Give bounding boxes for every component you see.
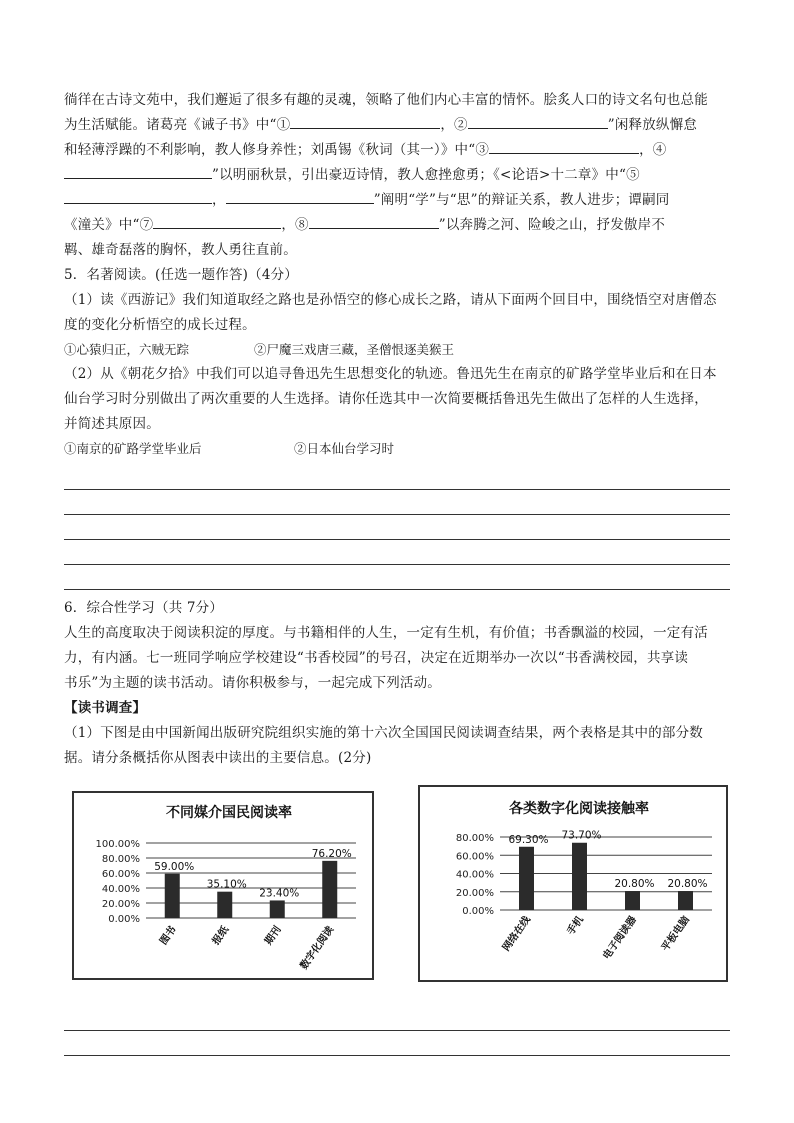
q6-intro-line-1: 人生的高度取决于阅读积淀的厚度。与书籍相伴的人生，一定有生机，有价值；书香飘溢的校园，一定有活 bbox=[64, 625, 708, 641]
answer-line[interactable] bbox=[64, 490, 730, 515]
bar-value-label: 69.30% bbox=[508, 833, 549, 846]
q5-part1-options bbox=[64, 338, 730, 362]
x-category-label: 电子阅读器 bbox=[601, 914, 639, 962]
q5-option-2: ②尸魔三戏唐三藏，圣僧恨逐美猴王 bbox=[254, 342, 455, 357]
chart-title: 不同媒介国民阅读率 bbox=[166, 805, 292, 821]
bar-value-label: 23.40% bbox=[259, 887, 300, 900]
x-category-label: 平板电脑 bbox=[660, 914, 692, 954]
poem-text: 和轻薄浮躁的不利影响，教人修身养性；刘禹锡《秋词（其一）》中“③ bbox=[64, 142, 490, 158]
answer-line[interactable] bbox=[64, 540, 730, 565]
y-tick-label: 80.00% bbox=[455, 833, 494, 844]
answer-blank-1[interactable] bbox=[290, 114, 440, 129]
y-tick-label: 40.00% bbox=[455, 869, 494, 881]
y-tick-label: 20.00% bbox=[455, 887, 494, 899]
answer-line[interactable] bbox=[64, 565, 730, 590]
y-tick-label: 40.00% bbox=[101, 884, 140, 895]
q5-option-1: ①心猿归正，六贼无踪 bbox=[64, 342, 190, 357]
chart-media-reading-rate-svg bbox=[74, 793, 372, 978]
poem-text: ”闲释放纵懈怠 bbox=[607, 117, 698, 133]
chart-digital-reading-contact-rate bbox=[418, 785, 728, 982]
bar-value-label: 59.00% bbox=[154, 860, 195, 873]
poem-text: ”阐明“学”与“思”的辩证关系，教人进步；谭嗣同 bbox=[373, 192, 670, 208]
q5-part2-line-3: 并简述其原因。 bbox=[64, 416, 160, 432]
bar bbox=[625, 891, 640, 910]
y-tick-label: 60.00% bbox=[101, 869, 140, 880]
q6-title: 6．综合性学习（共 7分） bbox=[64, 600, 224, 616]
poem-line-1 bbox=[64, 88, 730, 113]
bar-value-label: 20.80% bbox=[667, 878, 708, 891]
bar bbox=[678, 891, 693, 910]
bar bbox=[217, 892, 232, 918]
q5-part2-options bbox=[64, 437, 730, 461]
y-tick-label: 80.00% bbox=[101, 854, 140, 865]
q5-part2-line-2: 仙台学习时分别做出了两次重要的人生选择。请你任选其中一次简要概括鲁迅先生做出了怎样的人生选择， bbox=[64, 391, 708, 407]
q6-sub1-line-2: 据。请分条概括你从图表中读出的主要信息。(2分) bbox=[64, 750, 372, 766]
y-tick-label: 60.00% bbox=[455, 851, 494, 863]
q6-intro-line-2: 力，有内涵。七一班同学响应学校建设“书香校园”的号召，决定在近期举办一次以“书香满校园，共享读 bbox=[64, 650, 689, 666]
poem-text: 徜徉在古诗文苑中，我们邂逅了很多有趣的灵魂，领略了他们内心丰富的情怀。脍炙人口的诗文名句也总能 bbox=[64, 92, 708, 108]
poem-text: ，④ bbox=[639, 142, 667, 158]
y-tick-label: 0.00% bbox=[108, 914, 140, 925]
poem-line-7 bbox=[64, 238, 730, 263]
q6-answer-area[interactable] bbox=[64, 1006, 730, 1056]
x-category-label: 图书 bbox=[158, 924, 179, 948]
answer-blank-8[interactable] bbox=[309, 214, 439, 229]
answer-blank-5[interactable] bbox=[64, 189, 212, 204]
q5-part1-line-1: （1）读《西游记》我们知道取经之路也是孙悟空的修心成长之路，请从下面两个回目中，围绕悟空对唐僧态 bbox=[64, 292, 717, 308]
q6-section-heading: 【读书调查】 bbox=[64, 700, 147, 716]
poem-line-6 bbox=[64, 213, 730, 238]
y-tick-label: 0.00% bbox=[462, 906, 494, 917]
y-tick-label: 20.00% bbox=[101, 899, 140, 910]
poem-text: 羁、雄奇磊落的胸怀，教人勇往直前。 bbox=[64, 242, 297, 258]
q5-part1-line-2: 度的变化分析悟空的成长过程。 bbox=[64, 317, 256, 333]
answer-blank-3[interactable] bbox=[489, 139, 639, 154]
q5-part2-line-1: （2）从《朝花夕拾》中我们可以追寻鲁迅先生思想变化的轨迹。鲁迅先生在南京的矿路学堂毕业后和在日本 bbox=[64, 366, 717, 382]
poem-text: ， bbox=[212, 192, 226, 208]
answer-blank-6[interactable] bbox=[226, 189, 374, 204]
x-category-label: 手机 bbox=[565, 914, 586, 938]
chart-media-reading-rate bbox=[72, 791, 374, 980]
q5-option-4: ②日本仙台学习时 bbox=[294, 441, 395, 456]
charts-row bbox=[64, 785, 730, 1000]
q6-sub1-line-1: （1）下图是由中国新闻出版研究院组织实施的第十六次全国国民阅读调查结果，两个表格是其中的部分数 bbox=[64, 725, 703, 741]
poem-line-2 bbox=[64, 113, 730, 138]
y-tick-label: 100.00% bbox=[95, 839, 140, 850]
bar bbox=[165, 874, 180, 918]
q5-answer-area[interactable] bbox=[64, 465, 730, 590]
poem-text: ”以明丽秋景，引出豪迈诗情，教人愈挫愈勇；《<论语>十二章》中“⑤ bbox=[212, 167, 640, 183]
x-category-label: 期刊 bbox=[263, 924, 284, 948]
x-category-label: 报纸 bbox=[210, 924, 232, 948]
answer-blank-7[interactable] bbox=[153, 214, 281, 229]
q5-title: 5．名著阅读。(任选一题作答)（4分） bbox=[64, 267, 299, 283]
answer-line[interactable] bbox=[64, 465, 730, 490]
bar-value-label: 76.20% bbox=[311, 847, 352, 860]
answer-blank-2[interactable] bbox=[468, 114, 608, 129]
poem-text: 《潼关》中“⑦ bbox=[64, 217, 154, 233]
bar-value-label: 35.10% bbox=[206, 878, 247, 891]
poem-line-4 bbox=[64, 163, 730, 188]
bar-value-label: 20.80% bbox=[614, 878, 655, 891]
poem-text: ，⑧ bbox=[281, 217, 309, 233]
answer-blank-4[interactable] bbox=[64, 164, 212, 179]
answer-line[interactable] bbox=[64, 1031, 730, 1056]
worksheet-page bbox=[64, 88, 730, 1056]
q5-option-3: ①南京的矿路学堂毕业后 bbox=[64, 441, 202, 456]
poem-text: ”以奔腾之河、险峻之山，抒发傲岸不 bbox=[438, 217, 666, 233]
x-category-label: 数字化阅读 bbox=[298, 924, 337, 972]
bar bbox=[572, 843, 587, 910]
bar bbox=[519, 847, 534, 910]
answer-line[interactable] bbox=[64, 1006, 730, 1031]
poem-text: 为生活赋能。诸葛亮《诫子书》中“① bbox=[64, 117, 291, 133]
bar bbox=[322, 861, 337, 918]
poem-text: ，② bbox=[440, 117, 468, 133]
x-category-label: 网络在线 bbox=[501, 914, 533, 954]
poem-line-5 bbox=[64, 188, 730, 213]
q6-intro-line-3: 书乐”为主题的读书活动。请你积极参与，一起完成下列活动。 bbox=[64, 675, 442, 691]
bar bbox=[270, 900, 285, 918]
answer-line[interactable] bbox=[64, 515, 730, 540]
chart-digital-reading-contact-rate-svg bbox=[420, 787, 726, 980]
bar-value-label: 73.70% bbox=[561, 829, 602, 842]
poem-line-3 bbox=[64, 138, 730, 163]
chart-title: 各类数字化阅读接触率 bbox=[509, 801, 649, 817]
